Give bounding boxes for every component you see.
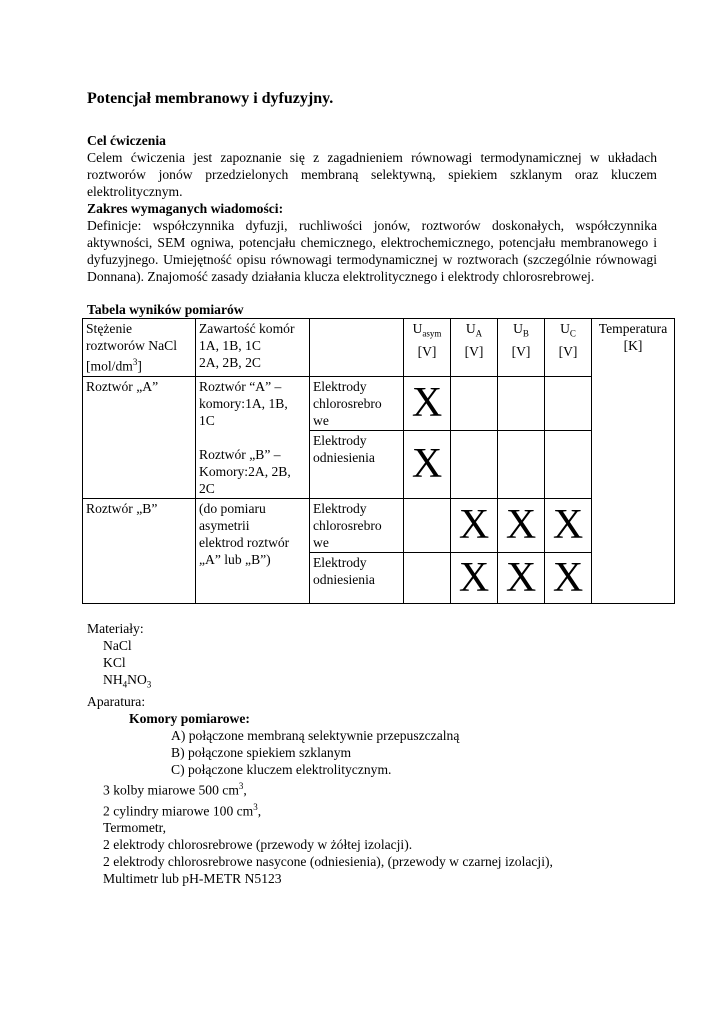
x-mark: X (545, 552, 592, 603)
header-temperature: Temperatura [K] (592, 319, 675, 604)
apparatus-item: 3 kolby miarowe 500 $cm^3$, (103, 781, 247, 798)
row-b-contents: (do pomiaru asymetrii elektrod roztwór „A” lub „B”) (196, 498, 310, 603)
row-a-contents: Roztwór “A” – komory:1A, 1B, 1C Roztwór „B” – Komory:2A, 2B, 2C (196, 376, 310, 498)
header-electrodes (310, 319, 404, 377)
apparatus-item: Multimetr lub pH-METR N5123 (103, 871, 282, 887)
material-item: $NH_4NO_3$ (103, 671, 152, 690)
x-mark: X (498, 552, 545, 603)
row-a-label: Roztwór „A” (83, 376, 196, 498)
electrodes-chlorosilver: Elektrody chlorosrebro we (310, 376, 404, 431)
chamber-option: C) połączone kluczem elektrolitycznym. (171, 762, 392, 778)
row-b-label: Roztwór „B” (83, 498, 196, 603)
page-title: Potencjał membranowy i dyfuzyjny. (87, 90, 334, 107)
apparatus-item: 2 elektrody chlorosrebrowe nasycone (odniesienia), (przewody w czarnej izolacji), (103, 854, 553, 870)
materials-heading: Materiały: (87, 620, 144, 636)
table-row (83, 376, 675, 431)
results-table (82, 318, 675, 604)
header-u-asym: $U_{asym}$ [V] (404, 319, 451, 377)
goal-text: Celem ćwiczenia jest zapoznanie się z zagadnieniem równowagi termodynamicznej w układach roztworów jonów przedzielonych membraną selektywną, spiekiem szklanym oraz kluczem elektrolitycznym. (87, 150, 657, 199)
table-caption: Tabela wyników pomiarów (87, 302, 244, 317)
header-u-a: $U_A$ [V] (451, 319, 498, 377)
header-contents: Zawartość komór 1A, 1B, 1C 2A, 2B, 2C (196, 319, 310, 377)
chamber-option: A) połączone membraną selektywnie przepuszczalną (171, 728, 460, 744)
table-row (83, 498, 675, 552)
apparatus-item: 2 cylindry miarowe 100 $cm^3$, (103, 801, 262, 819)
electrodes-reference: Elektrody odniesienia (310, 431, 404, 498)
header-concentration: Stężenie roztworów NaCl $[mol/dm^3]$ (83, 319, 196, 377)
x-mark: X (498, 498, 545, 552)
scope-heading: Zakres wymaganych wiadomości: (87, 201, 284, 216)
electrodes-chlorosilver: Elektrody chlorosrebro we (310, 498, 404, 552)
goal-heading: Cel ćwiczenia (87, 133, 166, 148)
apparatus-item: Termometr, (103, 820, 167, 836)
table-header-row (83, 319, 675, 377)
x-mark: X (545, 498, 592, 552)
x-mark: X (404, 431, 451, 498)
x-mark: X (451, 498, 498, 552)
header-u-c: $U_C$ [V] (545, 319, 592, 377)
header-u-b: $U_B$ [V] (498, 319, 545, 377)
x-mark: X (404, 376, 451, 431)
apparatus-heading: Aparatura: (87, 694, 146, 710)
document-page (86, 90, 668, 887)
apparatus-item: 2 elektrody chlorosrebrowe (przewody w żółtej izolacji). (103, 837, 413, 853)
material-item: NaCl (103, 637, 132, 653)
x-mark: X (451, 552, 498, 603)
material-item: KCl (103, 654, 126, 670)
scope-text: Definicje: współczynnika dyfuzji, ruchliwości jonów, roztworów doskonałych, współczynnika aktywności, SEM ogniwa, potencjału chemicznego, elektrochemicznego, potencjału membranowego i dyfuzyjnego. Umiejętność opisu równowagi termodynamicznej w roztworach (szczególnie równowagi Donnana). Znajomość zasady działania klucza elektrolitycznego i elektrody chlorosrebrowej. (87, 218, 657, 284)
chambers-heading: Komory pomiarowe: (129, 711, 250, 727)
chamber-option: B) połączone spiekiem szklanym (171, 745, 352, 761)
electrodes-reference: Elektrody odniesienia (310, 552, 404, 603)
